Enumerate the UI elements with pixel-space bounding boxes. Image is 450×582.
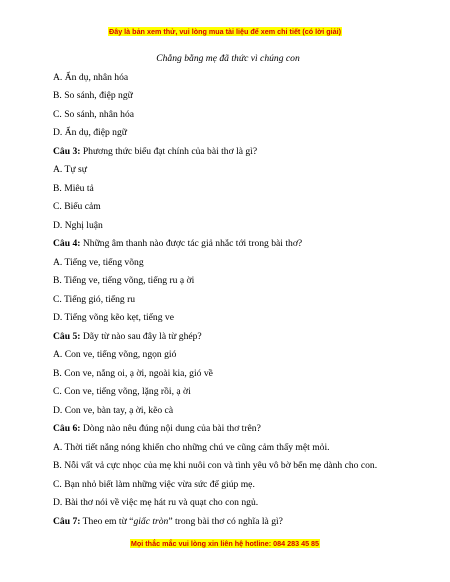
q5-option-a: A. Con ve, tiếng võng, ngọn gió [53, 349, 177, 360]
question-6-label: Câu 6: [53, 423, 81, 434]
question-7-label: Câu 7: [53, 515, 81, 527]
question-7-text-after: ” trong bài thơ có nghĩa là gì? [168, 515, 283, 527]
question-6 [53, 420, 403, 439]
question-5-text: Dãy từ nào sau đây là từ ghép? [80, 330, 202, 342]
question-5-label: Câu 5: [53, 330, 81, 342]
question-3 [53, 143, 403, 162]
question-3-text: Phương thức biểu đạt chính của bài thơ là gì? [80, 145, 258, 157]
hotline-notice-banner [0, 539, 450, 548]
q6-option-a: A. Thời tiết nắng nóng khiến cho những chú ve cũng cảm thấy mệt mỏi. [53, 441, 330, 453]
poem-line: Chẳng bằng mẹ đã thức vì chúng con [156, 53, 300, 64]
question-7-italic-term: giấc tròn [133, 515, 169, 527]
q2-option-b: B. So sánh, điệp ngữ [53, 90, 133, 101]
hotline-notice-text: Mọi thắc mắc vui lòng xin liên hệ hotline: 084 283 45 85 [130, 539, 320, 548]
q6-option-b: B. Nỗi vất vả cực nhọc của mẹ khi nuôi con và tình yêu vô bờ bến mẹ dành cho con. [53, 460, 378, 471]
q6-option-d: D. Bài thơ nói về việc mẹ hát ru và quạt cho con ngủ. [53, 497, 259, 508]
q5-option-b: B. Con ve, nắng oi, ạ ời, ngoài kia, gió về [53, 367, 213, 379]
q2-option-c: C. So sánh, nhân hóa [53, 108, 135, 120]
preview-notice-text: Đây là bản xem thử, vui lòng mua tài liệu để xem chi tiết (có lời giải) [109, 27, 341, 36]
question-4-text: Những âm thanh nào được tác giả nhắc tới trong bài thơ? [80, 238, 303, 249]
q5-option-d: D. Con ve, bàn tay, ạ ời, kẽo cà [53, 404, 174, 416]
q4-option-a: A. Tiếng ve, tiếng võng [53, 256, 144, 268]
document-body [53, 50, 403, 531]
q3-option-a: A. Tự sự [53, 164, 87, 175]
q3-option-d: D. Nghị luận [53, 219, 103, 231]
q5-option-c: C. Con ve, tiếng võng, lặng rồi, ạ ời [53, 386, 191, 397]
question-5 [53, 328, 403, 347]
question-3-label: Câu 3: [53, 145, 81, 157]
question-4 [53, 235, 403, 254]
q6-option-c: C. Bạn nhỏ biết làm những việc vừa sức để giúp mẹ. [53, 478, 255, 490]
q3-option-b: B. Miêu tả [53, 182, 94, 194]
q2-option-a: A. Ẩn dụ, nhân hóa [53, 71, 129, 83]
q4-option-b: B. Tiếng ve, tiếng võng, tiếng ru ạ ời [53, 275, 195, 286]
question-6-text: Dòng nào nêu đúng nội dung của bài thơ trên? [80, 423, 261, 434]
question-4-label: Câu 4: [53, 238, 81, 249]
question-7-text-before: Theo em từ “ [80, 515, 134, 527]
q4-option-c: C. Tiếng gió, tiếng ru [53, 293, 136, 305]
q4-option-d: D. Tiếng võng kẽo kẹt, tiếng ve [53, 312, 174, 323]
q2-option-d: D. Ẩn dụ, điệp ngữ [53, 127, 127, 138]
question-7 [53, 513, 403, 532]
q3-option-c: C. Biểu cảm [53, 201, 101, 212]
preview-notice-banner [0, 27, 450, 36]
